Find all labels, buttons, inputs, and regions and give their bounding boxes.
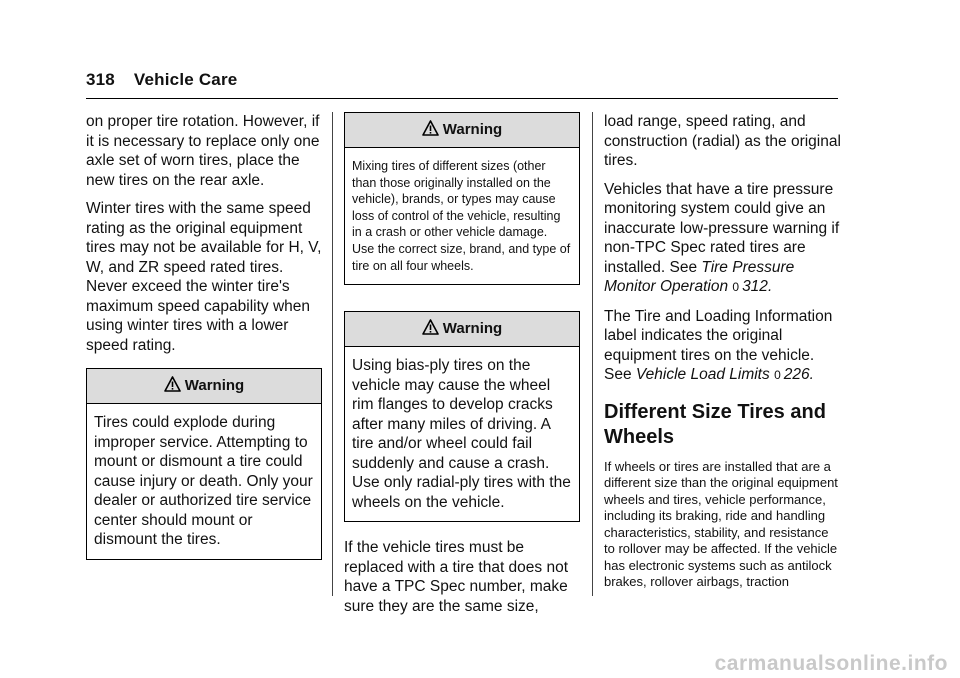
- warning-text: Using bias-ply tires on the vehicle may cause the wheel rim flanges to develop cracks after many miles of driving. A tire and/or wheel could fail suddenly and cause a crash. Use only radial-ply tires with the wheels on the vehicle.: [352, 357, 571, 511]
- warning-title: Warning: [442, 121, 503, 138]
- reference-page: 226: [783, 366, 810, 383]
- warning-header: [345, 113, 579, 148]
- paragraph: If wheels or tires are installed that are a different size than the original equipment wheels and tires, vehicle performance, including its braking, ride and handling characteristics, stability, and resistance to rollover may be affected. If the vehicle has electronic systems such as antilock brakes, rollover airbags, traction: [604, 458, 838, 589]
- page-ref-arrow-icon: 0: [774, 368, 781, 382]
- warning-box: [344, 311, 580, 522]
- reference-title: Vehicle Load Limits: [635, 366, 770, 383]
- paragraph: load range, speed rating, and construction (radial) as the original tires.: [604, 113, 841, 169]
- cross-reference-link[interactable]: Vehicle Load Limits 0 226.: [635, 366, 814, 383]
- section-heading: Different Size Tires and Wheels: [604, 400, 826, 448]
- reference-page: 312: [742, 278, 768, 295]
- cross-reference-link[interactable]: Tire Pressure Monitor Operation 0 312.: [604, 258, 795, 295]
- warning-box: [344, 112, 580, 285]
- reference-title: Tire Pressure Monitor Operation: [604, 258, 795, 295]
- paragraph: Winter tires with the same speed rating as the original equipment tires may not be available for H, V, W, and ZR speed rated tires. Never exceed the winter tire's maximum speed capability when using winter tires with a lower speed rating.: [86, 200, 322, 354]
- paragraph: If the vehicle tires must be replaced with a tire that does not have a TPC Spec number, make sure they are the same size,: [344, 539, 569, 615]
- warning-text: Mixing tires of different sizes (other than those originally installed on the vehicle), brands, or types may cause loss of control of the vehicle, resulting in a crash or other vehicle damage. Use the correct size, brand, and type of tire on all four wheels.: [352, 159, 571, 273]
- column-3: [604, 112, 842, 600]
- paragraph: on proper tire rotation. However, if it is necessary to replace only one axle set of worn tires, place the new tires on the rear axle.: [86, 113, 320, 189]
- page-header: [86, 70, 237, 90]
- warning-header: [87, 369, 321, 404]
- column-2: [344, 112, 580, 625]
- column-divider: [592, 112, 593, 596]
- paragraph-text: Vehicles that have a tire pressure monitoring system could give an inaccurate low-pressure warning if non-TPC Spec rated tires are installed. See: [604, 180, 840, 276]
- header-rule: [86, 98, 838, 99]
- warning-box: [86, 368, 322, 560]
- page-number: 318: [86, 70, 115, 89]
- warning-triangle-icon: [422, 115, 439, 149]
- paragraph-text: The Tire and Loading Information label indicates the original equipment tires on the vehicle. See: [604, 307, 833, 383]
- paragraph: [604, 307, 842, 386]
- watermark: [0, 652, 960, 676]
- warning-header: [345, 312, 579, 347]
- warning-text: Tires could explode during improper service. Attempting to mount or dismount a tire could cause injury or death. Only your dealer or authorized tire service center should mount or dismount the tires.: [94, 414, 313, 548]
- warning-triangle-icon: [422, 314, 439, 348]
- watermark-text: carmanualsonline.info: [714, 652, 948, 675]
- warning-title: Warning: [184, 377, 245, 394]
- section-title: Vehicle Care: [133, 70, 238, 89]
- page-ref-arrow-icon: 0: [732, 280, 740, 294]
- warning-title: Warning: [442, 320, 503, 338]
- column-divider: [332, 112, 333, 596]
- paragraph: [604, 180, 842, 298]
- warning-triangle-icon: [164, 371, 181, 405]
- column-1: [86, 112, 322, 560]
